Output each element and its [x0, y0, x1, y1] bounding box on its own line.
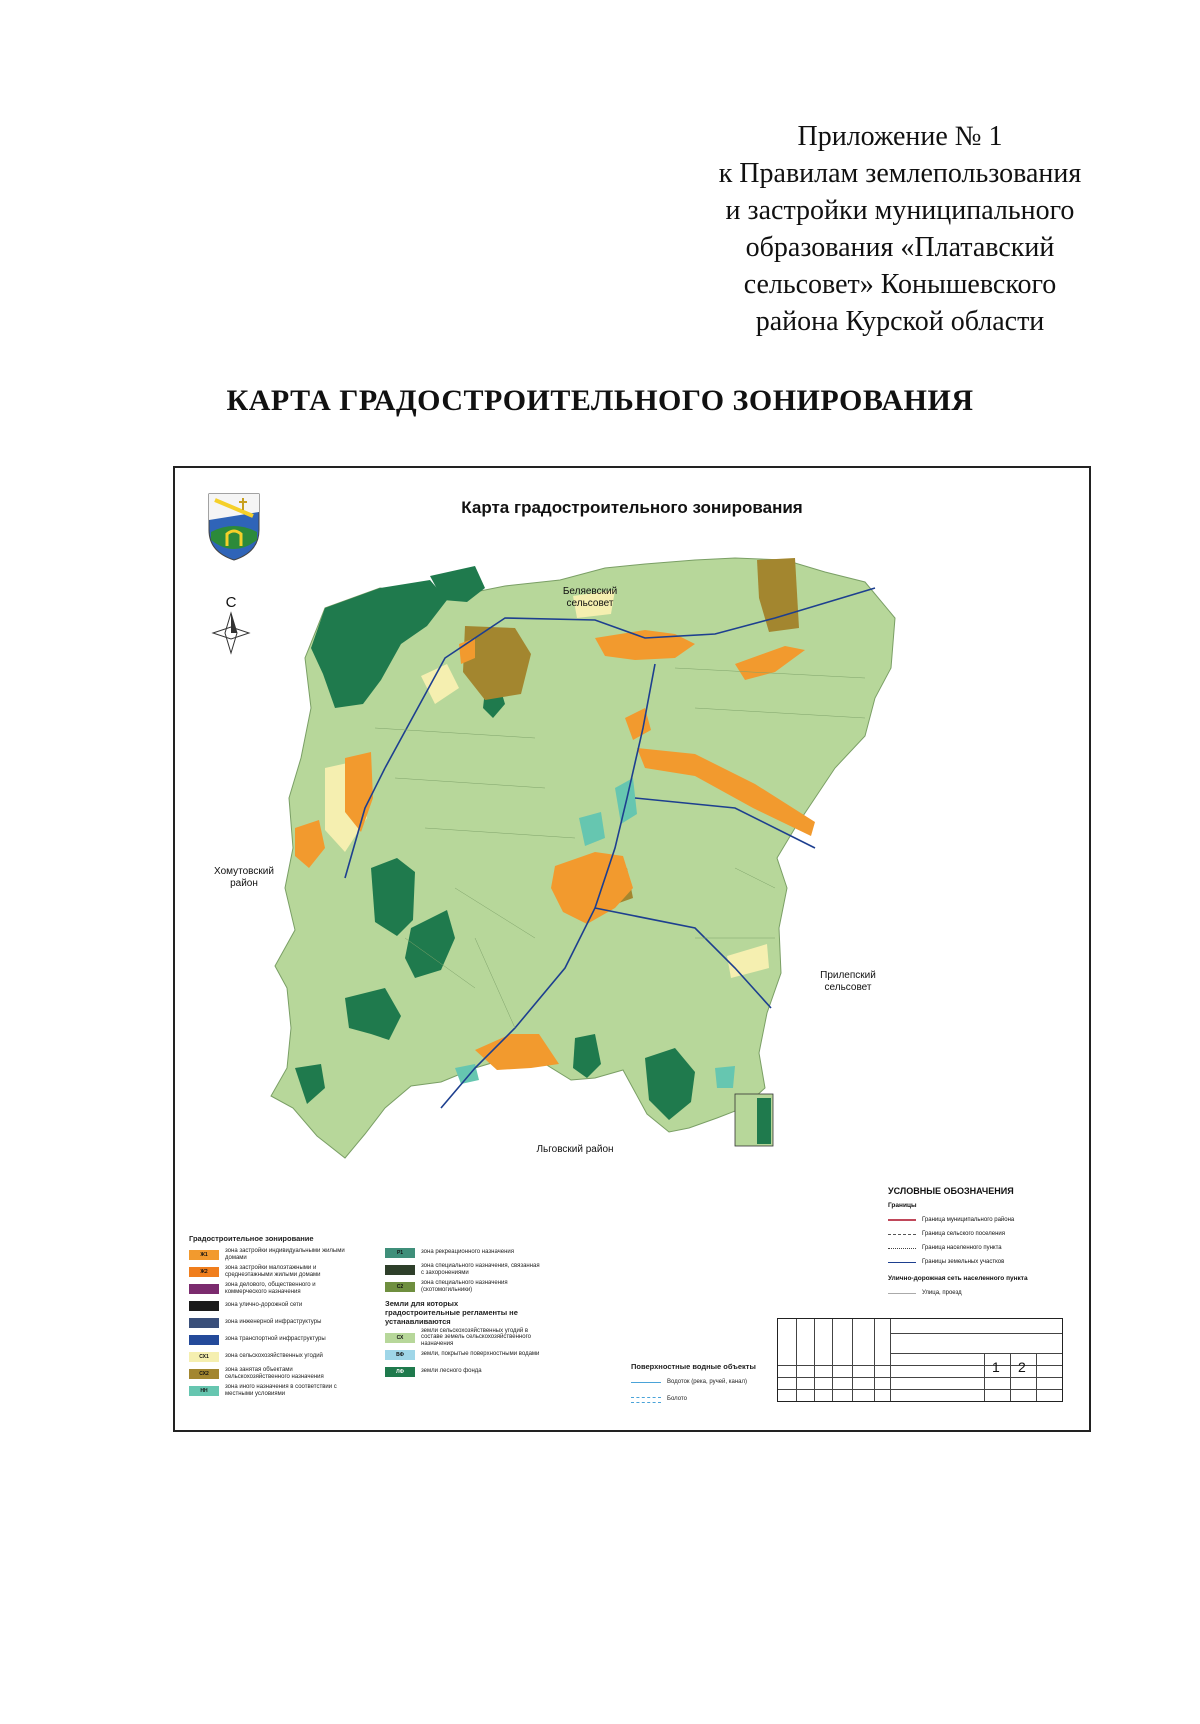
north-arrow: [209, 594, 253, 659]
recreation-patch: [715, 1066, 735, 1088]
compass-icon: [209, 611, 253, 655]
legend-item: ВФ земли, покрытые поверхностными водами: [385, 1346, 565, 1363]
legend-item: СХ земли сельскохозяйственных угодий в составе земель сельскохозяйственного назначения: [385, 1329, 565, 1346]
legend-item: НН зона иного назначения в соответствии с местными условиями: [189, 1382, 359, 1399]
appendix-note: [690, 118, 1110, 340]
border-settlement: Граница сельского поселения: [888, 1227, 1078, 1241]
legend-item: Ж1 зона застройки индивидуальными жилыми домами: [189, 1246, 359, 1263]
border-plots: Границы земельных участков: [888, 1255, 1078, 1269]
sheet-number: 1: [992, 1359, 1000, 1375]
appendix-line: Приложение № 1: [797, 121, 1003, 152]
map-title: Карта градостроительного зонирования: [461, 498, 803, 517]
neighbor-west: Хомутовский район: [214, 866, 274, 889]
legend-item: СХ1 зона сельскохозяйственных угодий: [189, 1348, 359, 1365]
legend-water: Поверхностные водные объекты Водоток (река, ручей, канал) Болото: [631, 1362, 781, 1408]
legend-item: зона улично-дорожной сети: [189, 1297, 359, 1314]
title-block: [777, 1318, 1063, 1402]
legend-heading-unregulated: Земли для которых градостроительные регламенты не устанавливаются: [385, 1299, 518, 1326]
document-title: КАРТА ГРАДОСТРОИТЕЛЬНОГО ЗОНИРОВАНИЯ: [226, 384, 974, 417]
sheet-count: 2: [1018, 1359, 1026, 1375]
legend-item: зона транспортной инфраструктуры: [189, 1331, 359, 1348]
appendix-line: к Правилам землепользования: [718, 158, 1082, 189]
legend-item: зона специального назначения, связанная с захоронениями: [385, 1261, 565, 1278]
legend-item: зона делового, общественного и коммерческого назначения: [189, 1280, 359, 1297]
legend-item: Ж2 зона застройки малоэтажными и среднеэтажными жилыми домами: [189, 1263, 359, 1280]
neighbor-north: Беляевский сельсовет: [562, 586, 618, 609]
legend-item: зона инженерной инфраструктуры: [189, 1314, 359, 1331]
legend-item: Р1 зона рекреационного назначения: [385, 1244, 565, 1261]
conventions: УСЛОВНЫЕ ОБОЗНАЧЕНИЯ Границы Граница муниципального района Граница сельского поселения Граница населенного пункта Границы земельных участков Улично-дорожная сеть населенного пункта Улица, проезд: [888, 1186, 1078, 1300]
appendix-line: и застройки муниципального: [725, 195, 1075, 226]
legend-heading: Градостроительное зонирование: [189, 1234, 314, 1243]
legend-item: Болото: [631, 1391, 781, 1408]
legend-special: [385, 1244, 565, 1380]
north-label: С: [225, 594, 237, 611]
road-street: Улица, проезд: [888, 1286, 1078, 1300]
legend-item: СХ2 зона занятая объектами сельскохозяйственного назначения: [189, 1365, 359, 1382]
neighbor-south: Льговский район: [536, 1144, 614, 1155]
map-frame: [173, 466, 1091, 1432]
appendix-line: района Курской области: [755, 306, 1045, 337]
appendix-line: образования «Платавский: [745, 232, 1055, 263]
legend-zoning: [189, 1234, 359, 1399]
legend-item: С2 зона специального назначения (скотомогильники): [385, 1278, 565, 1295]
border-district: Граница муниципального района: [888, 1213, 1078, 1227]
neighbor-east: Прилепский сельсовет: [820, 970, 876, 993]
legend-item: ЛФ земли лесного фонда: [385, 1363, 565, 1380]
appendix-line: сельсовет» Конышевского: [743, 269, 1057, 300]
border-locality: Граница населенного пункта: [888, 1241, 1078, 1255]
legend-item: Водоток (река, ручей, канал): [631, 1374, 781, 1391]
